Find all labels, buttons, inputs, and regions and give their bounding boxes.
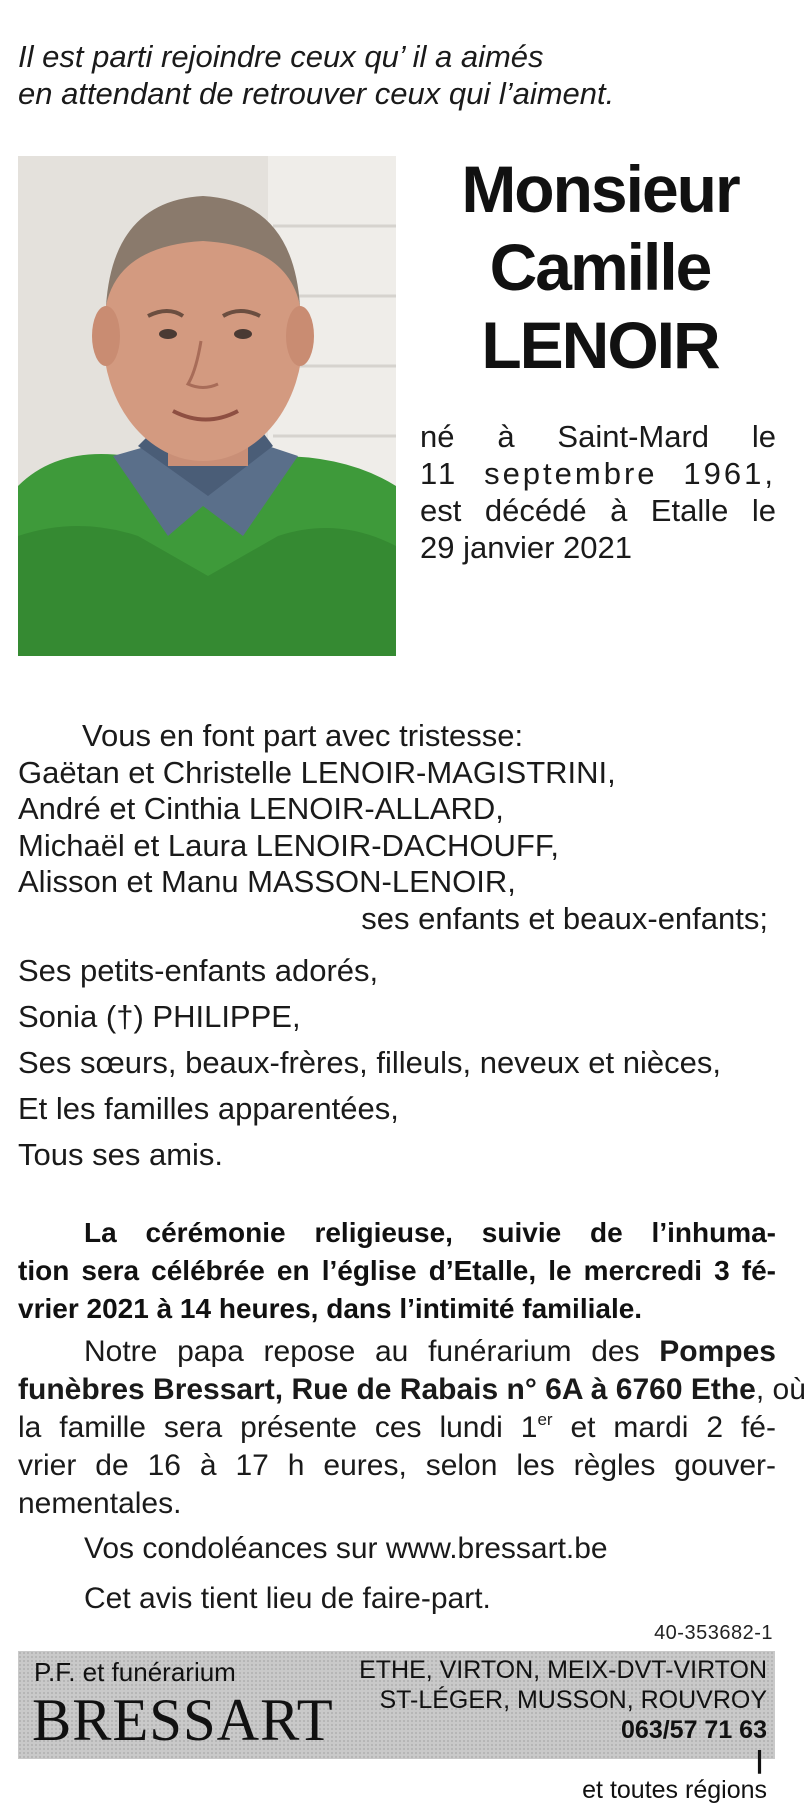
rest-line-2-bold: funèbres Bressart, Rue de Rabais n° 6A à 6760 Ethe	[18, 1373, 756, 1406]
epigraph	[18, 38, 778, 112]
list-item: Alisson et Manu MASSON-LENOIR,	[18, 864, 516, 899]
mourners-intro: Vous en font part avec tristesse:	[82, 718, 524, 753]
mourners-list	[18, 718, 778, 937]
rest-line-3-end: et mardi 2 fé-	[552, 1411, 776, 1444]
funeral-home-contact	[347, 1655, 767, 1805]
list-item: Ses petits-enfants adorés,	[18, 953, 379, 988]
dates-line-3: est décédé à Etalle le	[420, 493, 776, 528]
portrait-photo	[18, 156, 396, 656]
list-item: Tous ses amis.	[18, 1137, 224, 1172]
dates-line-4: 29 janvier 2021	[420, 530, 632, 565]
epigraph-line-2: en attendant de retrouver ceux qui l’aiment.	[18, 76, 615, 111]
extended-family-list	[18, 948, 778, 1178]
phone-number: 063/57 71 63	[621, 1716, 767, 1744]
regions-text: et toutes régions	[582, 1776, 767, 1804]
separator: |	[756, 1746, 763, 1774]
funeral-home-banner	[18, 1651, 775, 1804]
locations-line-1: ETHE, VIRTON, MEIX-DVT-VIRTON	[359, 1656, 767, 1684]
epigraph-line-1: Il est parti rejoindre ceux qu’ il a aimés	[18, 39, 544, 74]
portrait-illustration	[18, 156, 396, 656]
funeral-home-logo: BRESSART	[32, 1687, 334, 1753]
list-item: André et Cinthia LENOIR-ALLARD,	[18, 791, 504, 826]
list-item: Et les familles apparentées,	[18, 1091, 399, 1126]
rest-line-1	[18, 1333, 776, 1371]
ordinal-superscript: er	[537, 1410, 553, 1429]
rest-line-3-text: la famille sera présente ces lundi 1	[18, 1411, 538, 1444]
name-first: Camille	[489, 230, 711, 304]
name-title: Monsieur	[461, 152, 739, 226]
condolences-line: Vos condoléances sur www.bressart.be	[84, 1532, 608, 1565]
reference-number: 40-353682-1	[654, 1622, 773, 1644]
list-item: Michaël et Laura LENOIR-DACHOUFF,	[18, 827, 559, 863]
ceremony-line-1: La cérémonie religieuse, suivie de l’inhuma-	[84, 1217, 776, 1248]
notice-line: Cet avis tient lieu de faire-part.	[84, 1582, 491, 1615]
dates-line-1: né à Saint-Mard le	[420, 419, 776, 454]
rest-line-4: vrier de 16 à 17 h eures, selon les règles gouver-	[18, 1449, 776, 1482]
rest-line-5: nementales.	[18, 1487, 182, 1520]
birth-death-dates	[420, 418, 776, 566]
list-item: Ses sœurs, beaux-frères, filleuls, neveux et nièces,	[18, 1045, 721, 1080]
funeral-home-details	[18, 1333, 806, 1523]
rest-line-3	[18, 1409, 776, 1447]
rest-line-1-text: Notre papa repose au funérarium des	[84, 1335, 660, 1368]
dates-line-2: 11 septembre 1961,	[420, 456, 776, 491]
list-item: Sonia (†) PHILIPPE,	[18, 999, 301, 1034]
ceremony-line-3: vrier 2021 à 14 heures, dans l’intimité familiale.	[18, 1293, 643, 1324]
rest-line-2-text: , où	[755, 1373, 806, 1406]
list-item: Gaëtan et Christelle LENOIR-MAGISTRINI,	[18, 754, 616, 790]
rest-line-2	[18, 1371, 806, 1409]
ceremony-details	[18, 1214, 776, 1328]
ceremony-line-2: tion sera célébrée en l’église d’Etalle, le mercredi 3 fé-	[18, 1255, 776, 1286]
mourners-relation: ses enfants et beaux-enfants;	[361, 900, 768, 936]
contact-line	[347, 1715, 767, 1805]
deceased-name	[420, 150, 780, 384]
name-last: LENOIR	[481, 308, 719, 382]
rest-line-1-bold: Pompes	[659, 1335, 776, 1368]
locations-line-2: ST-LÉGER, MUSSON, ROUVROY	[379, 1686, 767, 1714]
funeral-home-label: P.F. et funérarium	[34, 1657, 236, 1687]
